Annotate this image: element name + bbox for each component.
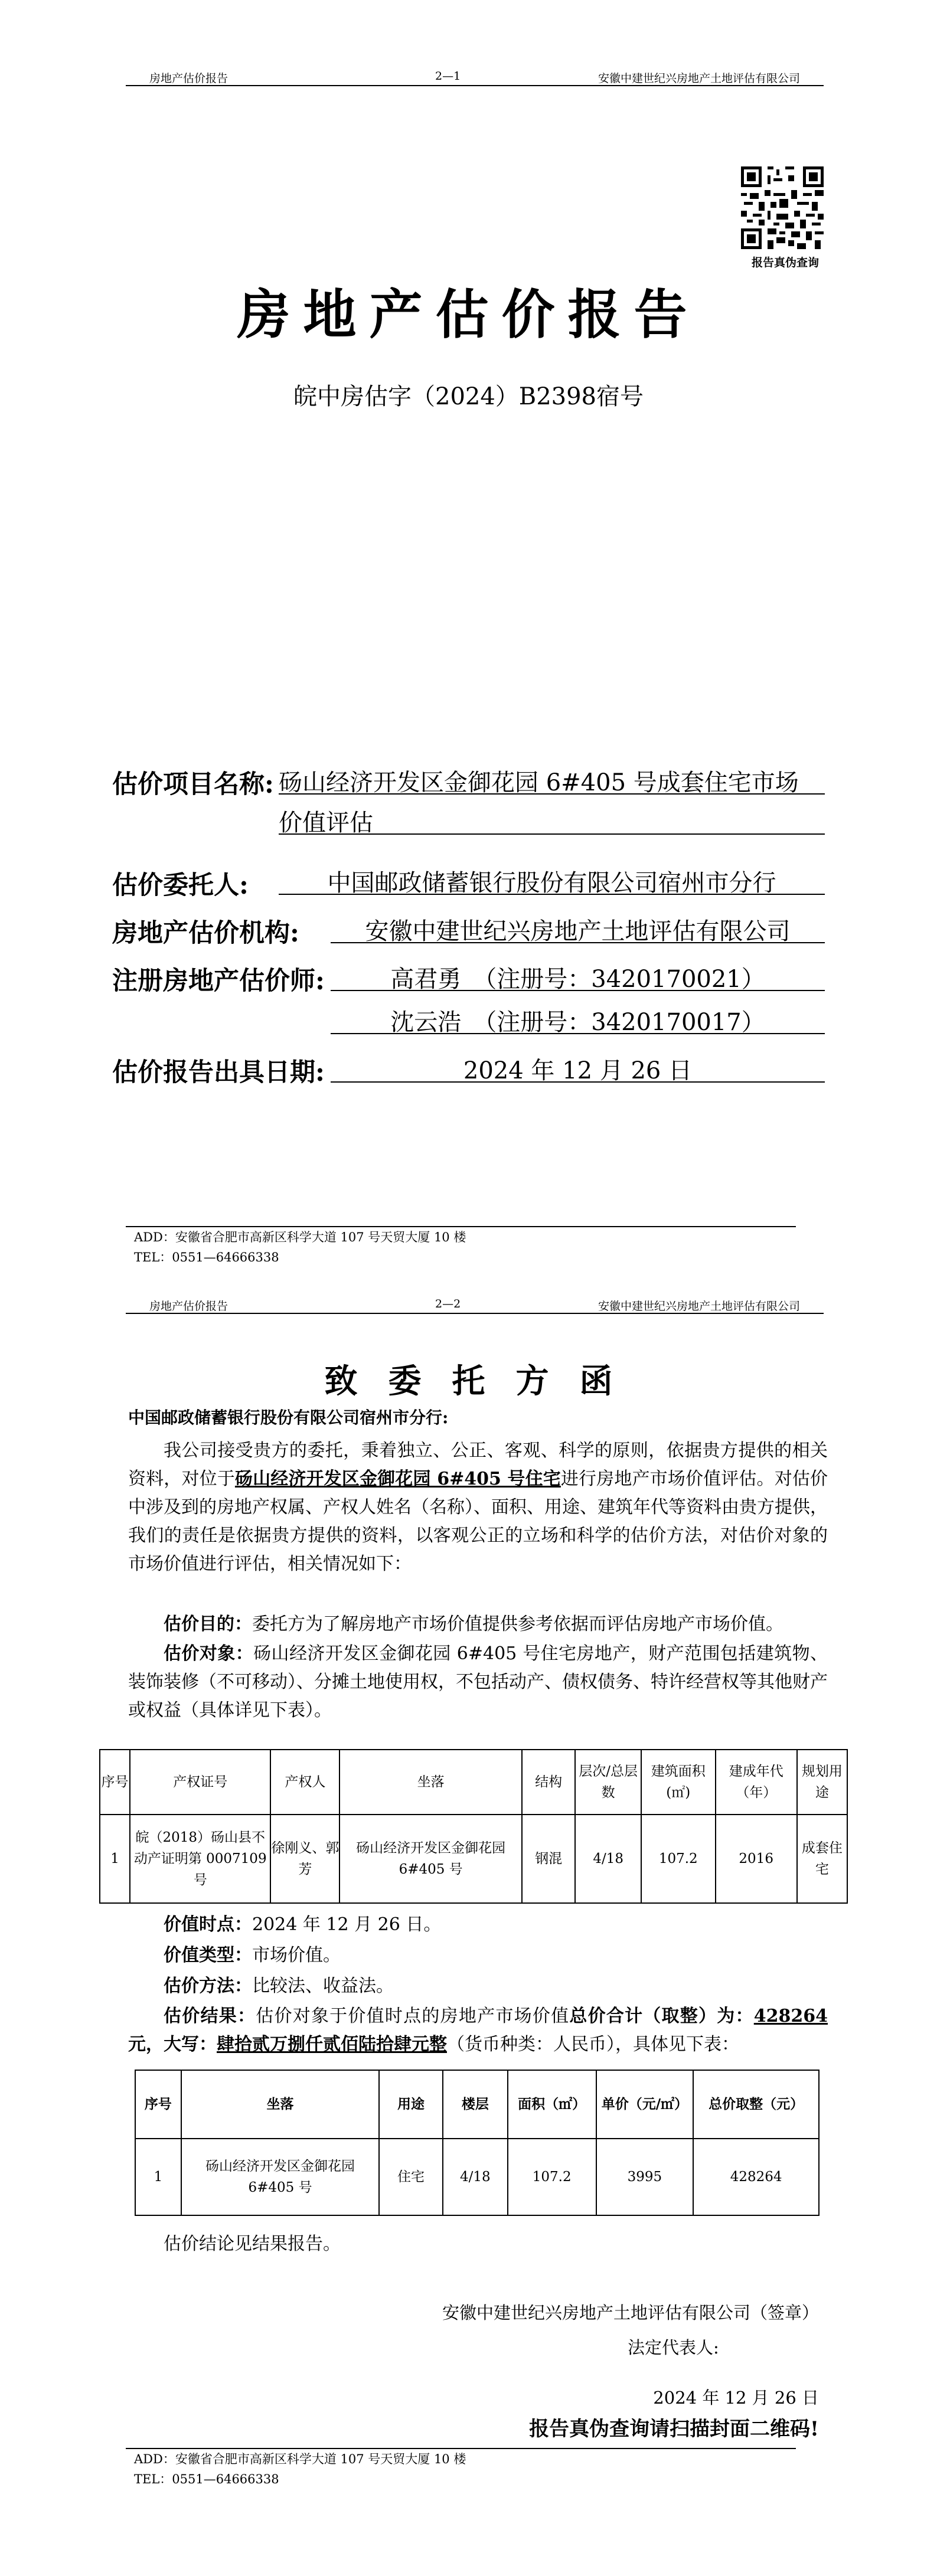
footer-tel: TEL：0551—64666338: [134, 1250, 279, 1264]
page-footer: [126, 1226, 796, 1267]
report-title: 房地产估价报告: [237, 283, 700, 346]
table-cell: 1: [100, 1815, 130, 1903]
appraiser-1: 高君勇 （注册号：3420170021）: [331, 960, 825, 991]
table-row: [135, 2139, 819, 2215]
table-cell: 107.2: [641, 1815, 716, 1903]
value-type-line: [128, 1941, 828, 1970]
intro-a: 我公司接受贵方的委托，秉着独立、公正、客观、科学的原则，依据贵方提供的相关资料，对位于: [128, 1440, 828, 1489]
table-cell: 3995: [596, 2139, 694, 2215]
result-upper: 肆拾贰万捌仟贰佰陆拾肆元整: [217, 2034, 447, 2055]
footer-address: ADD：安徽省合肥市高新区科学大道 107 号天贸大厦 10 楼: [134, 1230, 466, 1244]
header-right: 安徽中建世纪兴房地产土地评估有限公司: [598, 72, 800, 85]
letter-page: [0, 1287, 937, 2576]
table-header: 单价（元/㎡）: [596, 2070, 694, 2139]
result-a: 估价对象于价值时点的房地产市场价值: [256, 2006, 570, 2026]
table-header: 用途: [379, 2070, 443, 2139]
table-cell: 徐刚义、郭芳: [270, 1815, 339, 1903]
qr-label: 报告真伪查询: [751, 256, 819, 269]
page-header: [126, 1297, 824, 1314]
header-page-number: 2—2: [435, 1297, 461, 1310]
value-time-label: 价值时点：: [164, 1914, 252, 1935]
purpose-text: 委托方为了解房地产市场价值提供参考依据而评估房地产市场价值。: [252, 1614, 783, 1634]
object-label: 估价对象：: [164, 1643, 254, 1664]
table-cell: 砀山经济开发区金御花园 6#405 号: [181, 2139, 379, 2215]
project-label: 估价项目名称:: [112, 770, 274, 799]
table-header: 总价取整（元）: [693, 2070, 819, 2139]
table-header: 层次/总层数: [575, 1750, 641, 1815]
table-cell: 钢混: [522, 1815, 575, 1903]
intro-paragraph: [128, 1437, 828, 1578]
purpose-paragraph: [128, 1610, 828, 1639]
table-header: 产权人: [270, 1750, 339, 1815]
table-header-row: [100, 1750, 847, 1815]
value-type-text: 市场价值。: [252, 1945, 341, 1966]
cover-page: [0, 0, 937, 1287]
table-header: 楼层: [443, 2070, 508, 2139]
qr-code-icon: [741, 166, 824, 249]
table-cell: 2016: [716, 1815, 797, 1903]
property-table: [99, 1749, 848, 1904]
project-value-line1: 砀山经济开发区金御花园 6#405 号成套住宅市场: [279, 764, 825, 795]
valuation-table: [135, 2070, 820, 2216]
header-page-number: 2—1: [435, 70, 461, 83]
table-cell: 砀山经济开发区金御花园 6#405 号: [339, 1815, 522, 1903]
table-header: 面积（㎡）: [508, 2070, 596, 2139]
appraiser-2: 沈云浩 （注册号：3420170017）: [331, 1003, 825, 1034]
conclusion-line: 估价结论见结果报告。: [164, 2234, 341, 2254]
result-c: 元，大写：: [128, 2034, 217, 2055]
client-label: 估价委托人:: [112, 871, 249, 900]
table-header-row: [135, 2070, 819, 2139]
agency-label: 房地产估价机构:: [112, 918, 299, 948]
value-time-line: [128, 1911, 828, 1939]
header-right: 安徽中建世纪兴房地产土地评估有限公司: [598, 1300, 800, 1313]
table-row: [100, 1815, 847, 1903]
agency-value: 安徽中建世纪兴房地产土地评估有限公司: [331, 913, 825, 943]
page-footer: [126, 2448, 796, 2489]
result-b: 总价合计（取整）为：: [569, 2006, 754, 2026]
table-cell: 成套住宅: [797, 1815, 847, 1903]
value-time-text: 2024 年 12 月 26 日。: [252, 1914, 442, 1935]
table-header: 建成年代（年）: [716, 1750, 797, 1815]
report-date-value: 2024 年 12 月 26 日: [331, 1052, 825, 1083]
table-cell: 107.2: [508, 2139, 596, 2215]
object-text: 砀山经济开发区金御花园 6#405 号住宅房地产，财产范围包括建筑物、装饰装修（不可移动）、分摊土地使用权，不包括动产、债权债务、特许经营权等其他财产或权益（具体详见下表）。: [128, 1643, 828, 1721]
value-type-label: 价值类型：: [164, 1945, 252, 1966]
table-header: 规划用途: [797, 1750, 847, 1815]
page-header: [126, 70, 824, 86]
table-header: 序号: [135, 2070, 181, 2139]
result-paragraph: [128, 2002, 828, 2059]
letter-title: 致委托方函: [324, 1362, 644, 1401]
result-label: 估价结果：: [164, 2006, 256, 2026]
intro-location: 砀山经济开发区金御花园 6#405 号住宅: [234, 1469, 561, 1489]
verification-note: 报告真伪查询请扫描封面二维码!: [529, 2417, 819, 2441]
report-date-label: 估价报告出具日期:: [112, 1058, 325, 1087]
project-value-line2: 价值评估: [279, 804, 825, 835]
header-left: 房地产估价报告: [149, 1300, 228, 1313]
table-cell: 4/18: [575, 1815, 641, 1903]
method-label: 估价方法：: [164, 1976, 252, 1996]
table-cell: 1: [135, 2139, 181, 2215]
purpose-label: 估价目的：: [164, 1614, 252, 1634]
legal-representative: 法定代表人:: [628, 2338, 719, 2358]
result-amount: 428264: [753, 2006, 828, 2026]
appraiser-label: 注册房地产估价师:: [112, 966, 325, 996]
intro-c: 进行房地产市场价值评估。对估价中涉及到的房地产权属、产权人姓名（名称）、面积、用途、建筑年代等资料由贵方提供，我们的责任是依据贵方提供的资料，以客观公正的立场和科学的估价方法，对估价对象的市场价值进行评估，相关情况如下：: [128, 1469, 828, 1574]
table-header: 建筑面积(㎡): [641, 1750, 716, 1815]
footer-address: ADD：安徽省合肥市高新区科学大道 107 号天贸大厦 10 楼: [134, 2452, 466, 2466]
table-cell: 皖（2018）砀山县不动产证明第 0007109 号: [130, 1815, 270, 1903]
header-left: 房地产估价报告: [149, 72, 228, 85]
company-signature: 安徽中建世纪兴房地产土地评估有限公司（签章）: [442, 2303, 819, 2323]
table-header: 结构: [522, 1750, 575, 1815]
table-cell: 住宅: [379, 2139, 443, 2215]
letter-addressee: 中国邮政储蓄银行股份有限公司宿州市分行:: [128, 1408, 449, 1427]
signature-date: 2024 年 12 月 26 日: [653, 2388, 819, 2408]
table-cell: 428264: [693, 2139, 819, 2215]
document-number: 皖中房估字（2024）B2398宿号: [293, 383, 644, 410]
object-paragraph: [128, 1640, 828, 1725]
table-header: 序号: [100, 1750, 130, 1815]
table-header: 坐落: [339, 1750, 522, 1815]
table-header: 产权证号: [130, 1750, 270, 1815]
result-d: （货币种类：人民币），具体见下表：: [447, 2034, 739, 2055]
method-line: [128, 1972, 828, 2000]
method-text: 比较法、收益法。: [252, 1976, 394, 1996]
table-header: 坐落: [181, 2070, 379, 2139]
table-cell: 4/18: [443, 2139, 508, 2215]
client-value: 中国邮政储蓄银行股份有限公司宿州市分行: [279, 864, 825, 895]
footer-tel: TEL：0551—64666338: [134, 2472, 279, 2486]
